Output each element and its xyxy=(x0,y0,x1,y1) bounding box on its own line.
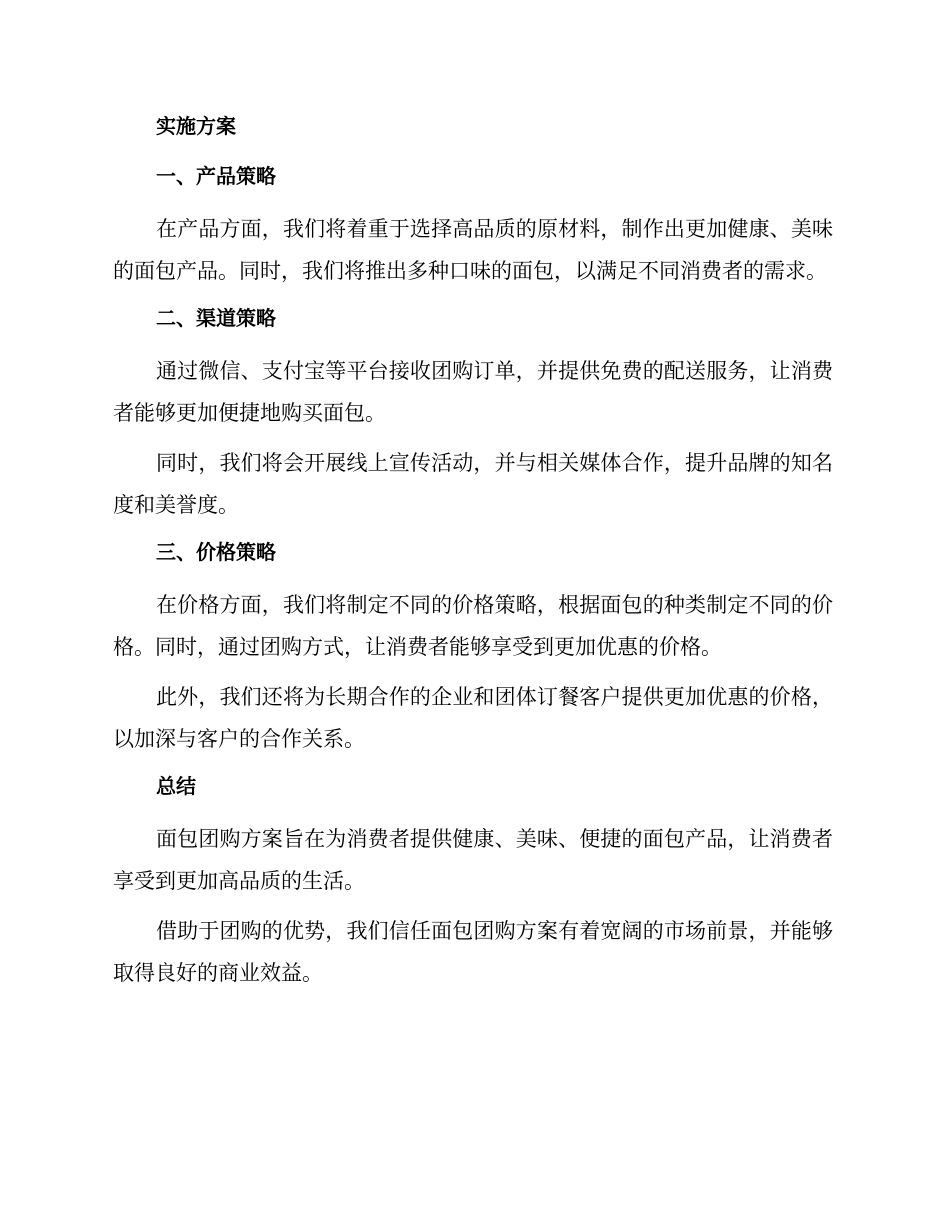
section-heading-summary: 总结 xyxy=(156,774,196,798)
paragraph-price-2: 此外，我们还将为长期合作的企业和团体订餐客户提供更加优惠的价格，以加深与客户的合作关系。 xyxy=(113,685,833,751)
paragraph-product-1: 在产品方面，我们将着重于选择高品质的原材料，制作出更加健康、美味的面包产品。同时，我们将推出多种口味的面包，以满足不同消费者的需求。 xyxy=(113,217,833,283)
section-heading-channel: 二、渠道策略 xyxy=(156,306,276,330)
paragraph-price-1: 在价格方面，我们将制定不同的价格策略，根据面包的种类制定不同的价格。同时，通过团购方式，让消费者能够享受到更加优惠的价格。 xyxy=(113,593,833,659)
document-page xyxy=(113,108,833,1002)
document-title: 实施方案 xyxy=(156,114,236,138)
paragraph-summary-2: 借助于团购的优势，我们信任面包团购方案有着宽阔的市场前景，并能够取得良好的商业效益。 xyxy=(113,919,833,985)
paragraph-channel-1: 通过微信、支付宝等平台接收团购订单，并提供免费的配送服务，让消费者能够更加便捷地购买面包。 xyxy=(113,359,833,425)
section-heading-product: 一、产品策略 xyxy=(156,164,276,188)
section-heading-price: 三、价格策略 xyxy=(156,540,276,564)
paragraph-channel-2: 同时，我们将会开展线上宣传活动，并与相关媒体合作，提升品牌的知名度和美誉度。 xyxy=(113,451,833,517)
paragraph-summary-1: 面包团购方案旨在为消费者提供健康、美味、便捷的面包产品，让消费者享受到更加高品质的生活。 xyxy=(113,827,833,893)
